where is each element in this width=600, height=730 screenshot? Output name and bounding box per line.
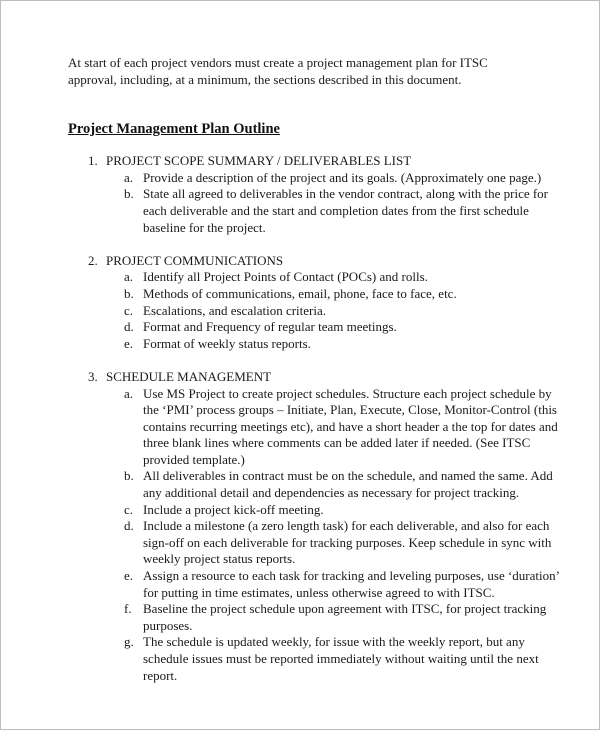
section-number: 3. — [88, 368, 98, 384]
item-letter: e. — [124, 568, 134, 584]
item-letter: b. — [124, 285, 134, 301]
item-text: Provide a description of the project and its goals. (Approximately one page.) — [143, 169, 542, 185]
list-item — [106, 269, 558, 286]
list-item — [106, 386, 558, 469]
list-item — [106, 518, 558, 568]
item-letter: d. — [124, 319, 134, 335]
item-letter: c. — [124, 501, 134, 517]
section-items — [106, 386, 558, 685]
item-letter: f. — [124, 601, 132, 617]
item-text: Use MS Project to create project schedules. Structure each project schedule by the ‘PMI’ process groups – Initiate, Plan, Execute, Close, Monitor-Control (this contains recurring meetings etc), and have a short header a the top for dates and three blank lines where comments can be added later if needed. (See ITSC provided template.) — [143, 385, 558, 467]
list-item — [106, 601, 558, 634]
item-letter: d. — [124, 518, 134, 534]
item-text: Assign a resource to each task for tracking and leveling purposes, use ‘duration’ for putting in time estimates, unless otherwise agreed to with ITSC. — [143, 568, 559, 600]
list-item — [106, 186, 558, 236]
item-letter: g. — [124, 634, 134, 650]
item-text: Include a milestone (a zero length task) for each deliverable, and also for each sign-off on each deliverable for tracking purposes. Keep schedule in sync with weekly project status reports. — [143, 518, 552, 567]
item-text: All deliverables in contract must be on the schedule, and named the same. Add any additional detail and dependencies as necessary for project tracking. — [143, 468, 553, 501]
list-item — [106, 634, 558, 684]
item-letter: a. — [124, 169, 134, 185]
item-text: State all agreed to deliverables in the vendor contract, along with the price for each deliverable and the start and completion dates from the first schedule baseline for the project. — [143, 186, 549, 235]
section-number: 1. — [88, 153, 98, 169]
section-items — [106, 269, 558, 352]
item-letter: a. — [124, 385, 134, 401]
list-item — [106, 468, 558, 501]
item-text: Identify all Project Points of Contact (POCs) and rolls. — [143, 269, 428, 285]
item-letter: e. — [124, 335, 134, 351]
list-item — [106, 336, 558, 353]
intro-paragraph: At start of each project vendors must create a project management plan for ITSC approval, including, at a minimum, the sections described in this document. — [68, 55, 488, 87]
item-letter: b. — [124, 468, 134, 484]
item-text: Escalations, and escalation criteria. — [143, 302, 327, 318]
item-text: Format and Frequency of regular team meetings. — [143, 319, 397, 335]
section-number: 2. — [88, 252, 98, 268]
item-letter: b. — [124, 186, 134, 202]
section-scope — [68, 153, 558, 236]
section-communications — [68, 253, 558, 353]
section-items — [106, 170, 558, 236]
section-title: SCHEDULE MANAGEMENT — [106, 368, 272, 384]
document-content — [68, 55, 558, 701]
item-text: Methods of communications, email, phone, face to face, etc. — [143, 285, 457, 301]
item-text: The schedule is updated weekly, for issue with the weekly report, but any schedule issues must be reported immediately without waiting until the next report. — [143, 634, 539, 683]
section-title: PROJECT COMMUNICATIONS — [106, 252, 284, 268]
list-item — [106, 319, 558, 336]
section-title: PROJECT SCOPE SUMMARY / DELIVERABLES LIST — [106, 153, 412, 169]
list-item — [106, 303, 558, 320]
list-item — [106, 568, 558, 601]
item-text: Include a project kick-off meeting. — [143, 501, 324, 517]
list-item — [106, 170, 558, 187]
outline-heading: Project Management Plan Outline — [68, 121, 280, 138]
item-text: Format of weekly status reports. — [143, 335, 311, 351]
list-item — [106, 286, 558, 303]
item-letter: a. — [124, 269, 134, 285]
section-list — [68, 153, 558, 684]
list-item — [106, 502, 558, 519]
item-letter: c. — [124, 302, 134, 318]
item-text: Baseline the project schedule upon agreement with ITSC, for project tracking purposes. — [143, 601, 547, 633]
section-schedule — [68, 369, 558, 684]
